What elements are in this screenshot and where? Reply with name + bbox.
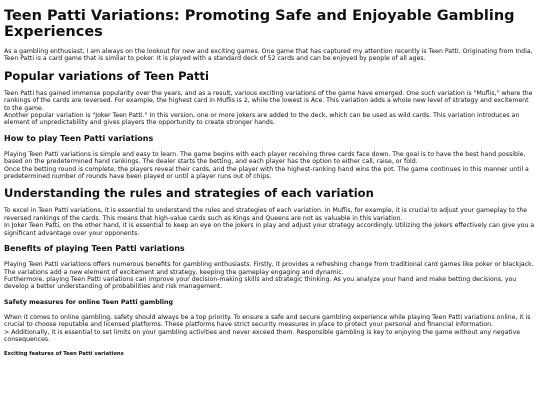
section-heading-howto: How to play Teen Patti variations (4, 133, 154, 143)
rules-text-1: To excel in Teen Patti variations, it is essential to understand the rules and strategies of each variation. In Muflis, for example, it is crucial to adjust your gameplay to the reversed rankings of the cards. This means that high-value cards such as Kings and Queens are not as valuable in this variation. (4, 207, 528, 222)
benefits-paragraph (4, 261, 536, 291)
safety-text-1: When it comes to online gambling, safety should always be a top priority. To ensure a safe and secure gambling experience while playing Teen Patti variations online, it is crucial to choose reputable and licensed platforms. These platforms have strict security measures in place to protect your personal and financial information. (4, 313, 531, 329)
section-heading-rules: Understanding the rules and strategies of each variation (4, 186, 374, 201)
howto-text-2: Once the betting round is complete, the players reveal their cards, and the player with the highest-ranking hand wins the pot. The game continues in this manner until a predetermined number of rounds have been played or until a player runs out of chips. (4, 165, 529, 181)
section-heading-safety: Safety measures for online Teen Patti gambling (4, 298, 174, 306)
howto-paragraph (4, 151, 536, 181)
page-title: Teen Patti Variations: Promoting Safe and Enjoyable Gambling Experiences (4, 8, 515, 40)
section-heading-benefits: Benefits of playing Teen Patti variations (4, 244, 185, 254)
safety-paragraph (4, 314, 536, 344)
rules-paragraph (4, 207, 536, 237)
intro-paragraph: As a gambling enthusiast, I am always on the lookout for new and exciting games. One game that has captured my attention recently is Teen Patti. Originating from India, Teen Patti is a card game that is similar to poker. It is played with a standard deck of 52 cards and can be enjoyed by people of all ages. (4, 48, 533, 63)
section-heading-exciting: Exciting features of Teen Patti variations (4, 351, 124, 358)
section-heading-popular: Popular variations of Teen Patti (4, 68, 209, 83)
howto-text-1: Playing Teen Patti variations is simple and easy to learn. The game begins with each player receiving three cards face down. The goal is to have the best hand possible, based on the predetermined hand rankings. The dealer starts the betting, and each player has the option to either call, raise, or fold. (4, 150, 526, 166)
safety-text-2: > Additionally, it is essential to set limits on your gambling activities and never exceed them. Responsible gambling is key to enjoying the game without any negative consequences. (4, 328, 521, 343)
benefits-text-2: Furthermore, playing Teen Patti variations can improve your decision-making skills and strategic thinking. As you analyze your hand and make betting decisions, you develop a better understanding of probabilities and risk management. (4, 275, 517, 291)
rules-text-2: In Joker Teen Patti, on the other hand, it is essential to keep an eye on the jokers in play and adjust your strategy accordingly. Utilizing the jokers effectively can give you a significant advantage over your opponents. (4, 222, 535, 237)
popular-paragraph (4, 90, 536, 127)
popular-text-2: Another popular variation is "Joker Teen Patti." In this version, one or more jokers are added to the deck, which can be used as wild cards. This variation introduces an element of unpredictability and gives players the opportunity to create stronger hands. (4, 112, 520, 127)
popular-text-1: Teen Patti has gained immense popularity over the years, and as a result, various exciting variations of the game have emerged. One such variation is "Muflis," where the rankings of the cards are reversed. For example, the highest card in Muflis is 2, while the lowest is Ace. This variation adds a whole new level of strategy and excitement to the game. (4, 89, 533, 112)
benefits-text-1: Playing Teen Patti variations offers numerous benefits for gambling enthusiasts. Firstly, it provides a refreshing change from traditional card games like poker or blackjack. The variations add a new element of excitement and strategy, keeping the gameplay engaging and dynamic. (4, 261, 534, 276)
